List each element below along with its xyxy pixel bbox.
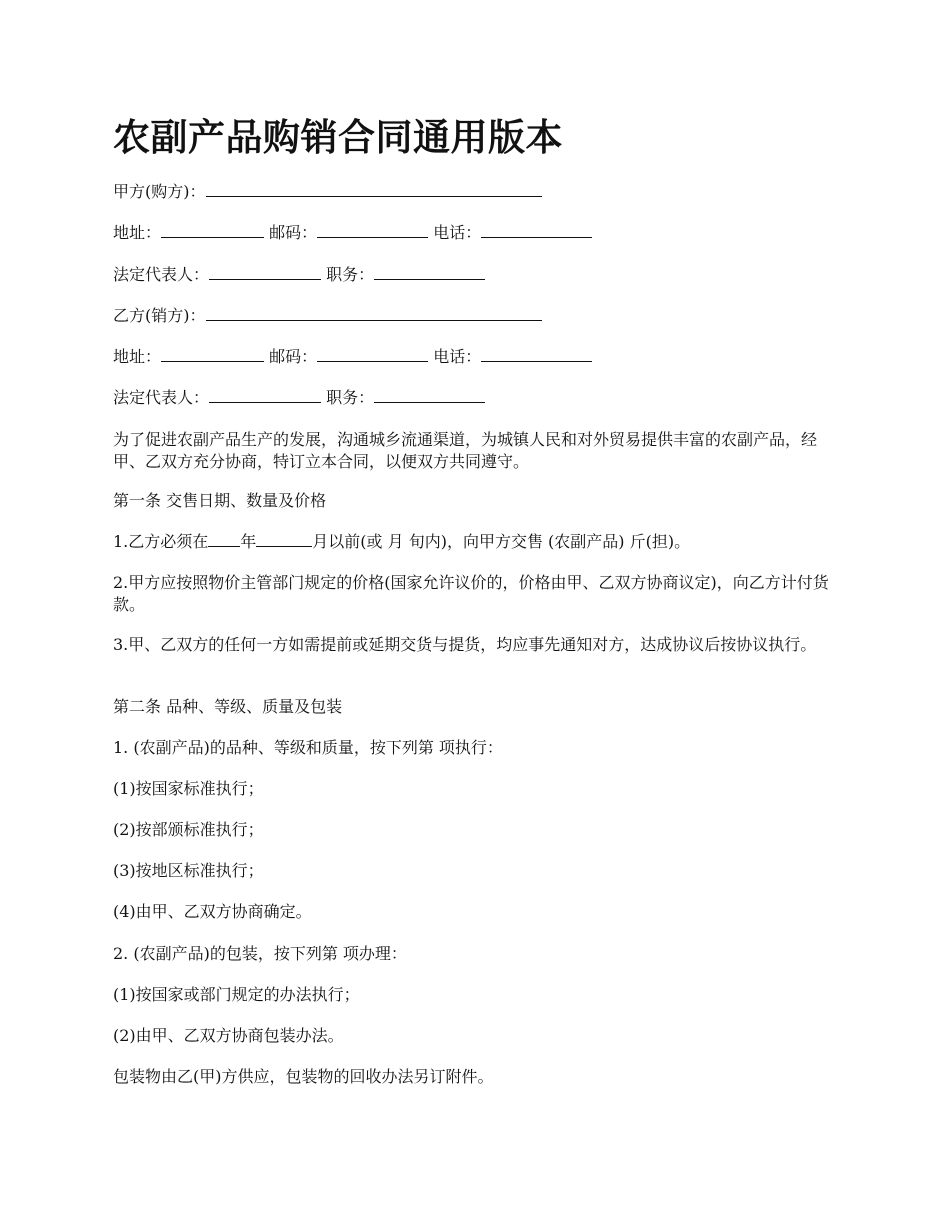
article-2-sub-2: (2)按部颁标准执行；	[113, 820, 264, 839]
party-a-address-label: 地址：	[113, 223, 162, 242]
article-1-item-1-part1: 1.乙方必须在	[113, 532, 209, 551]
party-a-label: 甲方(购方)：	[113, 182, 206, 201]
article-2-item-2: 2. (农副产品)的包装，按下列第 项办理：	[113, 944, 407, 963]
article-2-heading: 第二条 品种、等级、质量及包装	[113, 697, 343, 716]
year-blank	[208, 531, 240, 547]
article-1-heading: 第一条 交售日期、数量及价格	[113, 491, 327, 510]
document-title: 农副产品购销合同通用版本	[113, 115, 563, 159]
party-b-rep-line	[113, 387, 485, 409]
article-1-item-1	[113, 531, 690, 553]
party-a-rep-label: 法定代表人：	[113, 265, 210, 284]
party-b-postcode-blank	[317, 346, 428, 362]
party-b-label: 乙方(销方)：	[113, 306, 206, 325]
party-a-position-blank	[374, 264, 485, 280]
party-b-contact-line	[113, 346, 592, 368]
party-a-address-blank	[161, 222, 264, 238]
party-a-postcode-label: 邮码：	[269, 223, 318, 242]
party-a-phone-label: 电话：	[433, 223, 482, 242]
packaging-note: 包装物由乙(甲)方供应，包装物的回收办法另订附件。	[113, 1067, 494, 1086]
article-2-pack-1: (1)按国家或部门规定的办法执行；	[113, 985, 360, 1004]
party-b-address-blank	[161, 346, 264, 362]
party-a-phone-blank	[481, 222, 592, 238]
article-1-item-3: 3.甲、乙双方的任何一方如需提前或延期交货与提货，均应事先通知对方，达成协议后按协议执行。	[113, 635, 817, 654]
party-b-phone-label: 电话：	[433, 347, 482, 366]
article-1-item-1-part3: 月以前(或 月 旬内)，向甲方交售 (农副产品) 斤(担)。	[312, 532, 691, 551]
month-blank	[256, 531, 312, 547]
party-a-position-label: 职务：	[326, 265, 375, 284]
party-a-rep-line	[113, 264, 485, 286]
intro-paragraph: 为了促进农副产品生产的发展，沟通城乡流通渠道，为城镇人民和对外贸易提供丰富的农副产品，经甲、乙双方充分协商，特订立本合同，以便双方共同遵守。	[113, 430, 818, 471]
article-2-item-1: 1. (农副产品)的品种、等级和质量，按下列第 项执行：	[113, 738, 503, 757]
party-b-name-blank	[206, 305, 542, 321]
party-a-name-blank	[206, 181, 542, 197]
article-2-sub-1: (1)按国家标准执行；	[113, 779, 264, 798]
party-a-line	[113, 181, 542, 203]
party-a-rep-blank	[209, 264, 321, 280]
party-b-postcode-label: 邮码：	[269, 347, 318, 366]
party-b-rep-blank	[209, 387, 321, 403]
party-b-position-label: 职务：	[326, 388, 375, 407]
article-2-pack-2: (2)由甲、乙双方协商包装办法。	[113, 1026, 344, 1045]
party-b-phone-blank	[481, 346, 592, 362]
party-b-position-blank	[374, 387, 485, 403]
party-a-postcode-blank	[317, 222, 428, 238]
party-b-rep-label: 法定代表人：	[113, 388, 210, 407]
article-1-item-1-part2: 年	[240, 532, 257, 551]
party-a-contact-line	[113, 222, 592, 244]
party-b-address-label: 地址：	[113, 347, 162, 366]
article-2-sub-4: (4)由甲、乙双方协商确定。	[113, 902, 312, 921]
article-1-item-2: 2.甲方应按照物价主管部门规定的价格(国家允许议价的，价格由甲、乙双方协商议定)，向乙方计付货款。	[113, 573, 829, 614]
party-b-line	[113, 305, 542, 327]
article-2-sub-3: (3)按地区标准执行；	[113, 861, 264, 880]
